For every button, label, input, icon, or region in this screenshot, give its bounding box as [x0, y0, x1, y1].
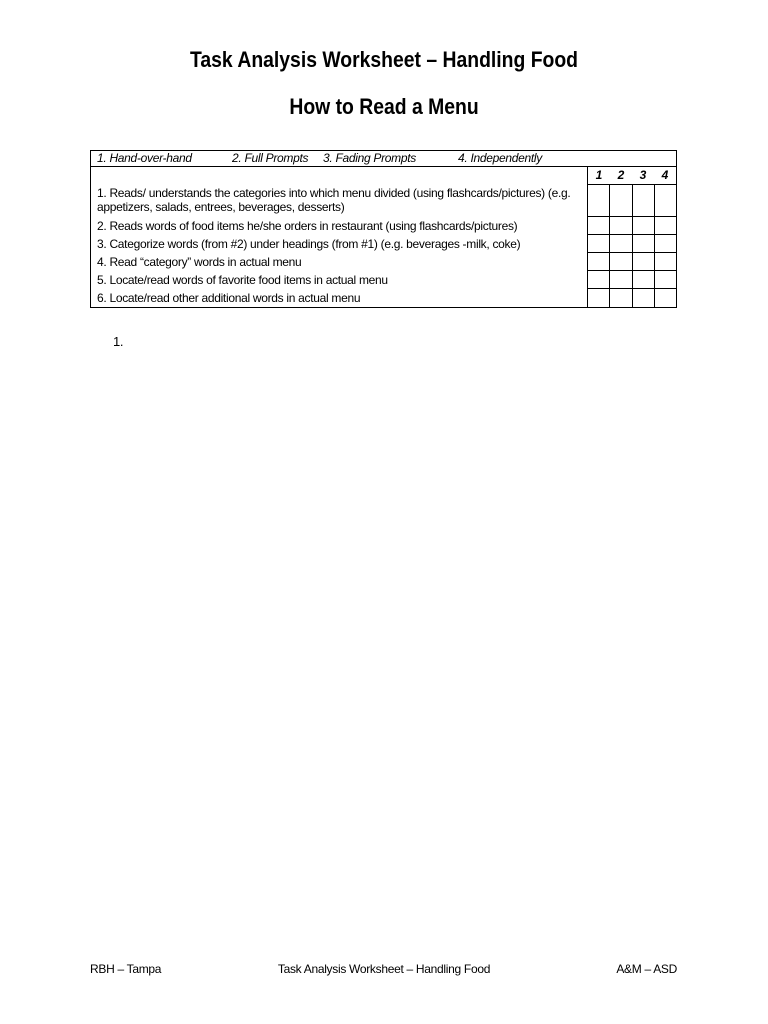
- rating-cell[interactable]: [632, 271, 654, 288]
- scale-level-independently: 4. Independently: [458, 151, 542, 165]
- rating-column-1: 1: [595, 168, 603, 182]
- steps-area: [91, 167, 676, 307]
- rating-row: [588, 217, 676, 235]
- rating-grid-header: [588, 167, 676, 185]
- rating-cell[interactable]: [654, 235, 676, 252]
- scale-level-hand-over-hand: 1. Hand-over-hand: [97, 151, 192, 165]
- rating-column-2: 2: [617, 168, 625, 182]
- rating-cell[interactable]: [632, 185, 654, 216]
- footer-right: A&M – ASD: [616, 962, 677, 976]
- rating-cell[interactable]: [588, 253, 609, 270]
- rating-cell[interactable]: [588, 217, 609, 234]
- scale-level-fading-prompts: 3. Fading Prompts: [323, 151, 416, 165]
- rating-cell[interactable]: [609, 289, 631, 307]
- rating-cell[interactable]: [588, 235, 609, 252]
- rating-grid: [587, 167, 676, 307]
- rating-column-4: 4: [661, 168, 669, 182]
- rating-cell[interactable]: [654, 271, 676, 288]
- steps-column: [91, 167, 587, 307]
- task-step: 5. Locate/read words of favorite food items in actual menu: [97, 273, 388, 287]
- rating-row: [588, 253, 676, 271]
- rating-cell[interactable]: [654, 253, 676, 270]
- rating-cell[interactable]: [632, 253, 654, 270]
- rating-cell[interactable]: [654, 185, 676, 216]
- rating-cell[interactable]: [588, 289, 609, 307]
- rating-row: [588, 185, 676, 217]
- worksheet-title: Task Analysis Worksheet – Handling Food: [189, 47, 578, 72]
- worksheet-subtitle: How to Read a Menu: [289, 94, 479, 119]
- rating-cell[interactable]: [632, 235, 654, 252]
- rating-cell[interactable]: [609, 235, 631, 252]
- prompt-scale-row: [91, 151, 676, 167]
- rating-cell[interactable]: [632, 217, 654, 234]
- rating-cell[interactable]: [654, 289, 676, 307]
- rating-cell[interactable]: [609, 217, 631, 234]
- rating-row: [588, 271, 676, 289]
- task-step: 1. Reads/ understands the categories into which menu divided (using flashcards/pictures) (e.g. appetizers, salads, entrees, beverages, desserts): [97, 186, 571, 214]
- rating-cell[interactable]: [609, 253, 631, 270]
- task-step: 3. Categorize words (from #2) under headings (from #1) (e.g. beverages -milk, coke): [97, 237, 521, 251]
- list-marker: 1.: [113, 334, 124, 349]
- footer-center: Task Analysis Worksheet – Handling Food: [277, 962, 491, 976]
- task-step: 4. Read “category” words in actual menu: [97, 255, 302, 269]
- rating-cell[interactable]: [588, 185, 609, 216]
- task-step: 6. Locate/read other additional words in actual menu: [97, 291, 361, 305]
- rating-cell[interactable]: [632, 289, 654, 307]
- rating-column-3: 3: [639, 168, 647, 182]
- rating-row: [588, 289, 676, 307]
- rating-cell[interactable]: [588, 271, 609, 288]
- footer-left: RBH – Tampa: [90, 962, 162, 976]
- rating-cell[interactable]: [609, 185, 631, 216]
- rating-row: [588, 235, 676, 253]
- rating-cell[interactable]: [654, 217, 676, 234]
- scale-level-full-prompts: 2. Full Prompts: [232, 151, 309, 165]
- task-step: 2. Reads words of food items he/she orders in restaurant (using flashcards/pictures): [97, 219, 518, 233]
- task-analysis-table: [90, 150, 677, 308]
- rating-cell[interactable]: [609, 271, 631, 288]
